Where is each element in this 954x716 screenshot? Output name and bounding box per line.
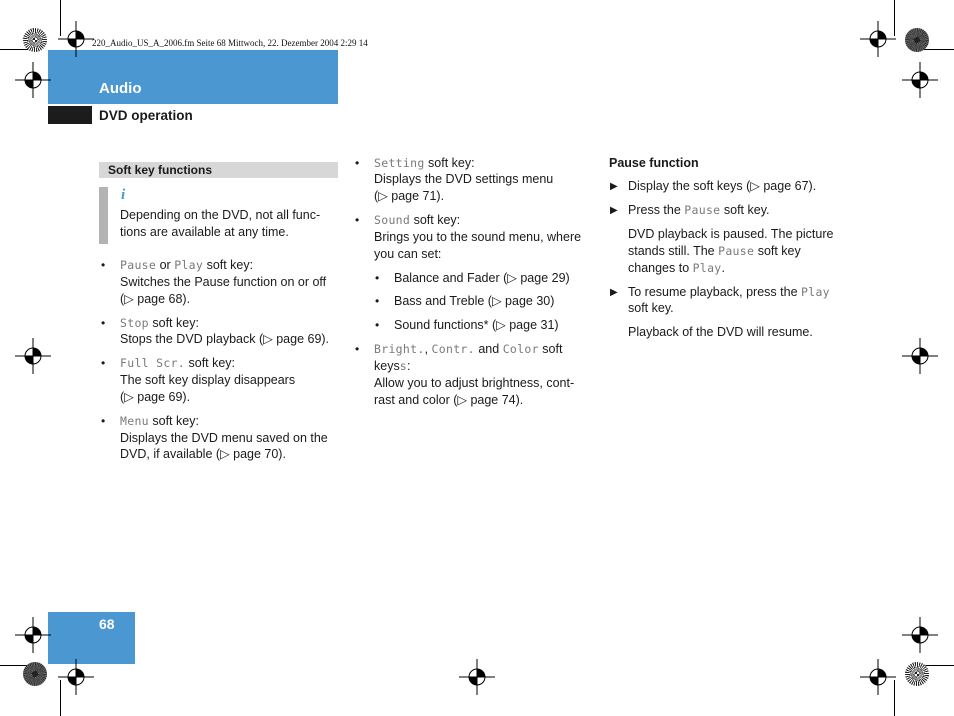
info-icon: i — [121, 187, 126, 203]
step-display-softkeys: Display the soft keys (▷ page 67). — [628, 179, 817, 193]
registration-target-icon — [459, 659, 495, 695]
text-softkey: soft key: — [148, 414, 199, 428]
text-period: . — [721, 261, 726, 275]
info-text-line1: Depending on the DVD, not all func- — [120, 208, 321, 222]
list-item-fullscr — [120, 355, 235, 372]
bullet-icon: • — [101, 414, 106, 428]
softkey-sound: Sound — [374, 213, 411, 227]
step-arrow-icon: ▶ — [610, 181, 618, 192]
registration-target-icon — [860, 659, 896, 695]
text-softkey: soft key: — [424, 156, 475, 170]
text-softkey: soft key: — [410, 213, 461, 227]
registration-target-icon — [58, 21, 94, 57]
sound-sub-functions: Sound functions* (▷ page 31) — [394, 318, 559, 332]
softkey-contr: Contr. — [431, 342, 475, 356]
result-resume: Playback of the DVD will resume. — [628, 325, 813, 339]
step-press-pause — [628, 202, 770, 219]
list-item-setting — [374, 155, 475, 172]
info-sidebar — [99, 187, 108, 244]
softkey-play: Play — [692, 261, 722, 275]
fullscr-desc: The soft key display disappears — [120, 373, 296, 387]
info-text-line2: tions are available at any time. — [120, 225, 289, 239]
bullet-icon: • — [375, 294, 380, 308]
softkey-full-scr: Full Scr. — [120, 356, 186, 370]
bullet-icon: • — [101, 316, 106, 330]
print-rosette-icon — [23, 662, 47, 686]
text-softkey: soft key: — [148, 316, 199, 330]
registration-target-icon — [902, 338, 938, 374]
registration-target-icon — [860, 21, 896, 57]
text-or: or — [156, 258, 175, 272]
bright-desc: Allow you to adjust brightness, cont- — [374, 376, 575, 390]
bright-ref: rast and color (▷ page 74). — [374, 393, 524, 407]
list-item-bright — [374, 341, 562, 358]
list-item-sound — [374, 212, 460, 229]
softkey-color: Color — [502, 342, 539, 356]
pause-function-heading: Pause function — [609, 156, 699, 170]
text-colon: : — [406, 359, 411, 373]
section-title: Soft key functions — [108, 163, 213, 177]
text-soft: soft — [538, 342, 563, 356]
bullet-icon: • — [101, 356, 106, 370]
softkey-play: Play — [174, 258, 204, 272]
file-info: 220_Audio_US_A_2006.fm Seite 68 Mittwoch, 22. Dezember 2004 2:29 14 — [92, 38, 368, 48]
pause-ref: (▷ page 68). — [120, 292, 191, 306]
text-resume: To resume playback, press the — [628, 285, 801, 299]
menu-desc: Displays the DVD menu saved on the — [120, 431, 328, 445]
result-paused-3 — [628, 260, 725, 277]
bright-keys-label — [374, 358, 410, 375]
text-softkey: soft key: — [185, 356, 236, 370]
header-bar — [48, 50, 338, 104]
sound-desc: Brings you to the sound menu, where — [374, 230, 582, 244]
step-arrow-icon: ▶ — [610, 287, 618, 298]
text-softkey: soft key: — [203, 258, 254, 272]
bullet-icon: • — [375, 271, 380, 285]
softkey-pause: Pause — [120, 258, 157, 272]
text-sep: , — [424, 342, 432, 356]
sound-desc-2: you can set: — [374, 247, 442, 261]
print-rosette-icon — [905, 28, 929, 52]
setting-ref: (▷ page 71). — [374, 189, 445, 203]
softkey-stop: Stop — [120, 316, 149, 330]
text-stands: stands still. The — [628, 244, 719, 258]
list-item-pause — [120, 257, 253, 274]
registration-target-icon — [902, 62, 938, 98]
bullet-icon: • — [375, 318, 380, 332]
list-item-menu — [120, 413, 199, 430]
pause-desc: Switches the Pause function on or off — [120, 275, 327, 289]
step-resume — [628, 284, 830, 301]
result-paused-2 — [628, 243, 801, 260]
step-arrow-icon: ▶ — [610, 205, 618, 216]
text-softkey: soft key — [754, 244, 801, 258]
step-resume-2: soft key. — [628, 301, 674, 315]
text-s: s — [399, 359, 407, 373]
text-keys: keys — [374, 359, 400, 373]
registration-target-icon — [15, 338, 51, 374]
bullet-icon: • — [355, 213, 360, 227]
bullet-icon: • — [355, 342, 360, 356]
registration-target-icon — [58, 659, 94, 695]
sound-sub-balance: Balance and Fader (▷ page 29) — [394, 271, 570, 285]
fullscr-ref: (▷ page 69). — [120, 390, 191, 404]
softkey-setting: Setting — [374, 156, 425, 170]
registration-target-icon — [15, 617, 51, 653]
softkey-bright: Bright. — [374, 342, 425, 356]
bullet-icon: • — [101, 258, 106, 272]
page-number-box — [48, 612, 135, 664]
softkey-play: Play — [801, 285, 830, 299]
page-number: 68 — [99, 616, 115, 632]
menu-ref: DVD, if available (▷ page 70). — [120, 447, 286, 461]
print-rosette-icon — [23, 28, 47, 52]
stop-desc: Stops the DVD playback (▷ page 69). — [120, 332, 330, 346]
registration-target-icon — [902, 617, 938, 653]
section-heading: DVD operation — [99, 108, 193, 123]
list-item-stop — [120, 315, 199, 332]
softkey-menu: Menu — [120, 414, 149, 428]
text-and: and — [474, 342, 503, 356]
chapter-tab-marker — [48, 106, 92, 124]
chapter-title: Audio — [99, 80, 142, 97]
registration-target-icon — [15, 62, 51, 98]
text-press: Press the — [628, 203, 685, 217]
text-changes: changes to — [628, 261, 693, 275]
print-rosette-icon — [905, 662, 929, 686]
softkey-pause: Pause — [718, 244, 755, 258]
sound-sub-bass: Bass and Treble (▷ page 30) — [394, 294, 555, 308]
setting-desc: Displays the DVD settings menu — [374, 172, 554, 186]
result-paused-1: DVD playback is paused. The picture — [628, 227, 834, 241]
bullet-icon: • — [355, 156, 360, 170]
text-softkey: soft key. — [720, 203, 770, 217]
softkey-pause: Pause — [684, 203, 721, 217]
